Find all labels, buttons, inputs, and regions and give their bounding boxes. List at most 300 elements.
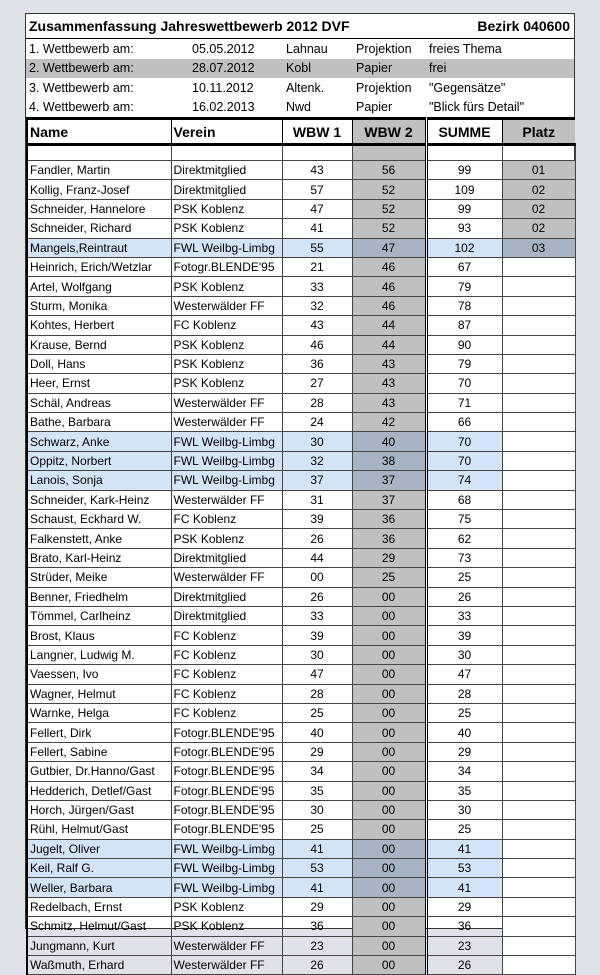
cell-summe: 93 <box>426 219 502 238</box>
cell-name: Doll, Hans <box>27 354 171 373</box>
cell-name: Artel, Wolfgang <box>27 277 171 296</box>
cell-name: Jugelt, Oliver <box>27 839 171 858</box>
cell-platz <box>502 956 575 975</box>
cell-wbw2: 52 <box>352 199 426 218</box>
cell-platz <box>502 568 575 587</box>
cell-name: Langner, Ludwig M. <box>27 645 171 664</box>
cell-platz <box>502 878 575 897</box>
cell-platz <box>502 800 575 819</box>
cell-platz <box>502 432 575 451</box>
cell-platz <box>502 393 575 412</box>
cell-summe: 29 <box>426 897 502 916</box>
table-row <box>27 277 575 296</box>
cell-verein: Direktmitglied <box>171 587 282 606</box>
cell-verein: Fotogr.BLENDE'95 <box>171 723 282 742</box>
cell-name: Fellert, Dirk <box>27 723 171 742</box>
cell-platz <box>502 296 575 315</box>
competition-date: 28.07.2012 <box>192 61 255 76</box>
competition-row <box>26 98 574 118</box>
cell-verein: Direktmitglied <box>171 180 282 199</box>
cell-wbw2: 00 <box>352 839 426 858</box>
cell-summe: 74 <box>426 471 502 490</box>
cell-summe: 75 <box>426 510 502 529</box>
cell-wbw1: 31 <box>282 490 352 509</box>
cell-wbw2: 00 <box>352 897 426 916</box>
cell-platz: 02 <box>502 199 575 218</box>
cell-name: Falkenstett, Anke <box>27 529 171 548</box>
cell-verein: Westerwälder FF <box>171 568 282 587</box>
cell-wbw1: 29 <box>282 897 352 916</box>
competition-label: 2. Wettbewerb am: <box>29 61 134 76</box>
cell-name: Krause, Bernd <box>27 335 171 354</box>
table-row <box>27 781 575 800</box>
cell-name: Kollig, Franz-Josef <box>27 180 171 199</box>
cell-name: Strüder, Meike <box>27 568 171 587</box>
cell-name: Rühl, Helmut/Gast <box>27 820 171 839</box>
cell-wbw2: 44 <box>352 316 426 335</box>
table-row <box>27 684 575 703</box>
col-header-platz: Platz <box>502 119 575 145</box>
cell-verein: Westerwälder FF <box>171 296 282 315</box>
cell-summe: 53 <box>426 859 502 878</box>
cell-platz <box>502 742 575 761</box>
competition-row <box>26 78 574 98</box>
cell-wbw2: 00 <box>352 878 426 897</box>
cell-verein: FWL Weilbg-Limbg <box>171 238 282 257</box>
cell-wbw2: 00 <box>352 956 426 975</box>
cell-summe: 67 <box>426 257 502 276</box>
cell-verein: Direktmitglied <box>171 161 282 180</box>
table-row <box>27 296 575 315</box>
table-row <box>27 606 575 625</box>
cell-wbw1: 39 <box>282 626 352 645</box>
cell-wbw2: 25 <box>352 568 426 587</box>
cell-wbw1: 46 <box>282 335 352 354</box>
cell-wbw2: 37 <box>352 490 426 509</box>
cell-platz <box>502 529 575 548</box>
cell-summe: 79 <box>426 277 502 296</box>
cell-platz: 02 <box>502 219 575 238</box>
cell-summe: 99 <box>426 199 502 218</box>
cell-name: Heinrich, Erich/Wetzlar <box>27 257 171 276</box>
cell-platz: 03 <box>502 238 575 257</box>
cell-wbw1: 37 <box>282 471 352 490</box>
competition-place: Altenk. <box>286 80 325 95</box>
table-row <box>27 645 575 664</box>
cell-wbw1: 23 <box>282 936 352 955</box>
table-row <box>27 762 575 781</box>
cell-verein: Fotogr.BLENDE'95 <box>171 257 282 276</box>
cell-summe: 78 <box>426 296 502 315</box>
cell-wbw1: 33 <box>282 277 352 296</box>
cell-name: Wagner, Helmut <box>27 684 171 703</box>
cell-name: Schneider, Richard <box>27 219 171 238</box>
cell-platz <box>502 471 575 490</box>
cell-wbw2: 44 <box>352 335 426 354</box>
cell-wbw1: 35 <box>282 781 352 800</box>
cell-platz <box>502 374 575 393</box>
cell-platz <box>502 413 575 432</box>
table-row <box>27 219 575 238</box>
cell-wbw2: 00 <box>352 665 426 684</box>
cell-summe: 109 <box>426 180 502 199</box>
competition-type: Projektion <box>356 80 412 95</box>
cell-verein: Direktmitglied <box>171 548 282 567</box>
cell-name: Brost, Klaus <box>27 626 171 645</box>
cell-summe: 30 <box>426 645 502 664</box>
cell-platz <box>502 626 575 645</box>
cell-wbw1: 32 <box>282 296 352 315</box>
cell-wbw1: 47 <box>282 665 352 684</box>
competition-label: 1. Wettbewerb am: <box>29 41 134 56</box>
cell-name: Sturm, Monika <box>27 296 171 315</box>
cell-verein: FC Koblenz <box>171 703 282 722</box>
cell-platz <box>502 859 575 878</box>
cell-platz <box>502 316 575 335</box>
cell-verein: PSK Koblenz <box>171 897 282 916</box>
cell-platz: 02 <box>502 180 575 199</box>
cell-summe: 73 <box>426 548 502 567</box>
cell-verein: PSK Koblenz <box>171 529 282 548</box>
cell-verein: PSK Koblenz <box>171 374 282 393</box>
cell-platz <box>502 645 575 664</box>
cell-summe: 41 <box>426 878 502 897</box>
table-row <box>27 335 575 354</box>
col-header-wbw1: WBW 1 <box>282 119 352 145</box>
cell-wbw2: 00 <box>352 587 426 606</box>
district-label: Bezirk 040600 <box>477 18 570 34</box>
table-row <box>27 859 575 878</box>
cell-wbw2: 00 <box>352 626 426 645</box>
cell-wbw1: 33 <box>282 606 352 625</box>
cell-wbw2: 00 <box>352 936 426 955</box>
cell-wbw1: 34 <box>282 762 352 781</box>
competition-place: Lahnau <box>286 41 328 56</box>
cell-summe: 36 <box>426 917 502 936</box>
cell-platz <box>502 897 575 916</box>
cell-name: Schneider, Hannelore <box>27 199 171 218</box>
cell-name: Warnke, Helga <box>27 703 171 722</box>
cell-name: Heer, Ernst <box>27 374 171 393</box>
cell-summe: 26 <box>426 956 502 975</box>
table-row <box>27 510 575 529</box>
competition-type: Projektion <box>356 41 412 56</box>
competition-theme: frei <box>429 61 447 76</box>
col-header-wbw2: WBW 2 <box>352 119 426 145</box>
cell-verein: FC Koblenz <box>171 316 282 335</box>
col-header-summe: SUMME <box>426 119 502 145</box>
col-header-name: Name <box>27 119 171 145</box>
cell-wbw1: 40 <box>282 723 352 742</box>
cell-summe: 62 <box>426 529 502 548</box>
cell-summe: 66 <box>426 413 502 432</box>
cell-name: Benner, Friedhelm <box>27 587 171 606</box>
cell-name: Schneider, Kark-Heinz <box>27 490 171 509</box>
cell-wbw2: 43 <box>352 354 426 373</box>
cell-verein: PSK Koblenz <box>171 219 282 238</box>
table-row <box>27 374 575 393</box>
cell-platz <box>502 820 575 839</box>
cell-summe: 26 <box>426 587 502 606</box>
competition-place: Kobl <box>286 61 312 76</box>
cell-summe: 71 <box>426 393 502 412</box>
cell-name: Schäl, Andreas <box>27 393 171 412</box>
competition-date: 16.02.2013 <box>192 100 255 115</box>
cell-wbw2: 52 <box>352 180 426 199</box>
cell-wbw2: 43 <box>352 393 426 412</box>
cell-wbw1: 43 <box>282 316 352 335</box>
cell-wbw1: 29 <box>282 742 352 761</box>
cell-name: Oppitz, Norbert <box>27 451 171 470</box>
cell-platz <box>502 587 575 606</box>
cell-wbw1: 28 <box>282 393 352 412</box>
cell-summe: 34 <box>426 762 502 781</box>
table-row <box>27 238 575 257</box>
table-row <box>27 897 575 916</box>
table-row <box>27 800 575 819</box>
cell-wbw2: 00 <box>352 917 426 936</box>
competition-list <box>26 39 574 117</box>
cell-platz <box>502 277 575 296</box>
cell-summe: 70 <box>426 451 502 470</box>
cell-platz <box>502 684 575 703</box>
table-row <box>27 723 575 742</box>
cell-name: Schaust, Eckhard W. <box>27 510 171 529</box>
cell-wbw1: 25 <box>282 820 352 839</box>
cell-summe: 99 <box>426 161 502 180</box>
cell-verein: PSK Koblenz <box>171 199 282 218</box>
cell-verein: PSK Koblenz <box>171 335 282 354</box>
cell-wbw2: 00 <box>352 820 426 839</box>
table-row <box>27 839 575 858</box>
table-row <box>27 199 575 218</box>
cell-wbw1: 26 <box>282 529 352 548</box>
cell-summe: 39 <box>426 626 502 645</box>
table-row <box>27 257 575 276</box>
cell-wbw2: 56 <box>352 161 426 180</box>
table-row <box>27 316 575 335</box>
cell-platz <box>502 335 575 354</box>
cell-name: Jungmann, Kurt <box>27 936 171 955</box>
cell-wbw2: 00 <box>352 742 426 761</box>
table-row <box>27 820 575 839</box>
cell-summe: 79 <box>426 354 502 373</box>
results-table <box>26 117 576 975</box>
cell-verein: FWL Weilbg-Limbg <box>171 859 282 878</box>
competition-theme: freies Thema <box>429 41 502 56</box>
cell-wbw2: 00 <box>352 800 426 819</box>
cell-wbw1: 53 <box>282 859 352 878</box>
cell-name: Waßmuth, Erhard <box>27 956 171 975</box>
cell-wbw1: 32 <box>282 451 352 470</box>
cell-wbw2: 43 <box>352 374 426 393</box>
cell-wbw1: 41 <box>282 219 352 238</box>
cell-wbw1: 36 <box>282 917 352 936</box>
competition-type: Papier <box>356 100 393 115</box>
cell-verein: FC Koblenz <box>171 684 282 703</box>
cell-summe: 25 <box>426 568 502 587</box>
cell-name: Weller, Barbara <box>27 878 171 897</box>
col-header-verein: Verein <box>171 119 282 145</box>
cell-platz <box>502 257 575 276</box>
cell-platz <box>502 723 575 742</box>
cell-wbw1: 30 <box>282 645 352 664</box>
cell-platz <box>502 490 575 509</box>
cell-name: Gutbier, Dr.Hanno/Gast <box>27 762 171 781</box>
table-row <box>27 471 575 490</box>
table-row <box>27 936 575 955</box>
cell-wbw1: 43 <box>282 161 352 180</box>
cell-summe: 41 <box>426 839 502 858</box>
cell-platz: 01 <box>502 161 575 180</box>
cell-platz <box>502 762 575 781</box>
cell-summe: 25 <box>426 820 502 839</box>
table-row <box>27 490 575 509</box>
table-row <box>27 956 575 975</box>
cell-platz <box>502 703 575 722</box>
cell-summe: 87 <box>426 316 502 335</box>
cell-name: Tömmel, Carlheinz <box>27 606 171 625</box>
table-row <box>27 529 575 548</box>
cell-wbw1: 41 <box>282 839 352 858</box>
table-row <box>27 742 575 761</box>
table-row <box>27 548 575 567</box>
cell-verein: Fotogr.BLENDE'95 <box>171 820 282 839</box>
cell-wbw2: 00 <box>352 645 426 664</box>
competition-theme: "Gegensätze" <box>429 80 506 95</box>
table-row <box>27 413 575 432</box>
cell-wbw2: 00 <box>352 723 426 742</box>
cell-name: Kohtes, Herbert <box>27 316 171 335</box>
cell-name: Horch, Jürgen/Gast <box>27 800 171 819</box>
table-row <box>27 878 575 897</box>
cell-wbw1: 28 <box>282 684 352 703</box>
cell-verein: Westerwälder FF <box>171 956 282 975</box>
cell-verein: FC Koblenz <box>171 510 282 529</box>
cell-platz <box>502 936 575 955</box>
cell-summe: 47 <box>426 665 502 684</box>
table-row <box>27 161 575 180</box>
table-row <box>27 587 575 606</box>
table-row <box>27 703 575 722</box>
cell-wbw1: 26 <box>282 587 352 606</box>
table-row <box>27 180 575 199</box>
cell-verein: FWL Weilbg-Limbg <box>171 878 282 897</box>
cell-summe: 70 <box>426 374 502 393</box>
cell-summe: 102 <box>426 238 502 257</box>
cell-name: Keil, Ralf G. <box>27 859 171 878</box>
competition-label: 4. Wettbewerb am: <box>29 100 134 115</box>
cell-name: Hedderich, Detlef/Gast <box>27 781 171 800</box>
table-row <box>27 451 575 470</box>
cell-wbw2: 52 <box>352 219 426 238</box>
cell-name: Vaessen, Ivo <box>27 665 171 684</box>
competition-type: Papier <box>356 61 393 76</box>
cell-name: Fandler, Martin <box>27 161 171 180</box>
competition-date: 10.11.2012 <box>192 80 254 95</box>
table-row <box>27 626 575 645</box>
cell-wbw2: 46 <box>352 257 426 276</box>
cell-platz <box>502 510 575 529</box>
cell-summe: 70 <box>426 432 502 451</box>
competition-label: 3. Wettbewerb am: <box>29 80 134 95</box>
cell-name: Brato, Karl-Heinz <box>27 548 171 567</box>
competition-row <box>26 39 574 59</box>
cell-platz <box>502 781 575 800</box>
cell-wbw2: 38 <box>352 451 426 470</box>
cell-platz <box>502 665 575 684</box>
cell-name: Bathe, Barbara <box>27 413 171 432</box>
cell-wbw1: 55 <box>282 238 352 257</box>
cell-verein: Westerwälder FF <box>171 490 282 509</box>
cell-verein: PSK Koblenz <box>171 917 282 936</box>
cell-wbw2: 46 <box>352 277 426 296</box>
cell-wbw1: 30 <box>282 432 352 451</box>
cell-verein: Westerwälder FF <box>171 936 282 955</box>
cell-summe: 40 <box>426 723 502 742</box>
cell-wbw2: 42 <box>352 413 426 432</box>
cell-wbw1: 41 <box>282 878 352 897</box>
cell-verein: FC Koblenz <box>171 665 282 684</box>
cell-verein: FWL Weilbg-Limbg <box>171 471 282 490</box>
cell-platz <box>502 451 575 470</box>
cell-verein: FC Koblenz <box>171 645 282 664</box>
cell-wbw2: 00 <box>352 703 426 722</box>
cell-wbw1: 36 <box>282 354 352 373</box>
cell-wbw1: 44 <box>282 548 352 567</box>
cell-wbw1: 00 <box>282 568 352 587</box>
cell-wbw2: 46 <box>352 296 426 315</box>
cell-platz <box>502 606 575 625</box>
cell-verein: FC Koblenz <box>171 626 282 645</box>
table-row <box>27 665 575 684</box>
cell-verein: PSK Koblenz <box>171 354 282 373</box>
cell-summe: 30 <box>426 800 502 819</box>
cell-summe: 68 <box>426 490 502 509</box>
competition-theme: "Blick fürs Detail" <box>429 100 525 115</box>
cell-wbw2: 00 <box>352 762 426 781</box>
table-row <box>27 568 575 587</box>
cell-name: Schmitz, Helmut/Gast <box>27 917 171 936</box>
cell-wbw2: 36 <box>352 529 426 548</box>
cell-summe: 35 <box>426 781 502 800</box>
cell-wbw1: 57 <box>282 180 352 199</box>
cell-summe: 29 <box>426 742 502 761</box>
cell-summe: 25 <box>426 703 502 722</box>
cell-name: Redelbach, Ernst <box>27 897 171 916</box>
cell-wbw1: 21 <box>282 257 352 276</box>
cell-name: Schwarz, Anke <box>27 432 171 451</box>
cell-summe: 28 <box>426 684 502 703</box>
cell-wbw1: 30 <box>282 800 352 819</box>
cell-wbw1: 39 <box>282 510 352 529</box>
cell-platz <box>502 354 575 373</box>
table-row <box>27 432 575 451</box>
competition-place: Nwd <box>286 100 312 115</box>
table-header-row <box>27 119 575 145</box>
cell-wbw2: 29 <box>352 548 426 567</box>
table-row <box>27 354 575 373</box>
cell-verein: FWL Weilbg-Limbg <box>171 839 282 858</box>
cell-wbw2: 00 <box>352 781 426 800</box>
cell-platz <box>502 839 575 858</box>
cell-verein: Westerwälder FF <box>171 393 282 412</box>
cell-name: Mangels,Reintraut <box>27 238 171 257</box>
cell-platz <box>502 917 575 936</box>
cell-wbw2: 47 <box>352 238 426 257</box>
table-row <box>27 393 575 412</box>
cell-verein: Direktmitglied <box>171 606 282 625</box>
